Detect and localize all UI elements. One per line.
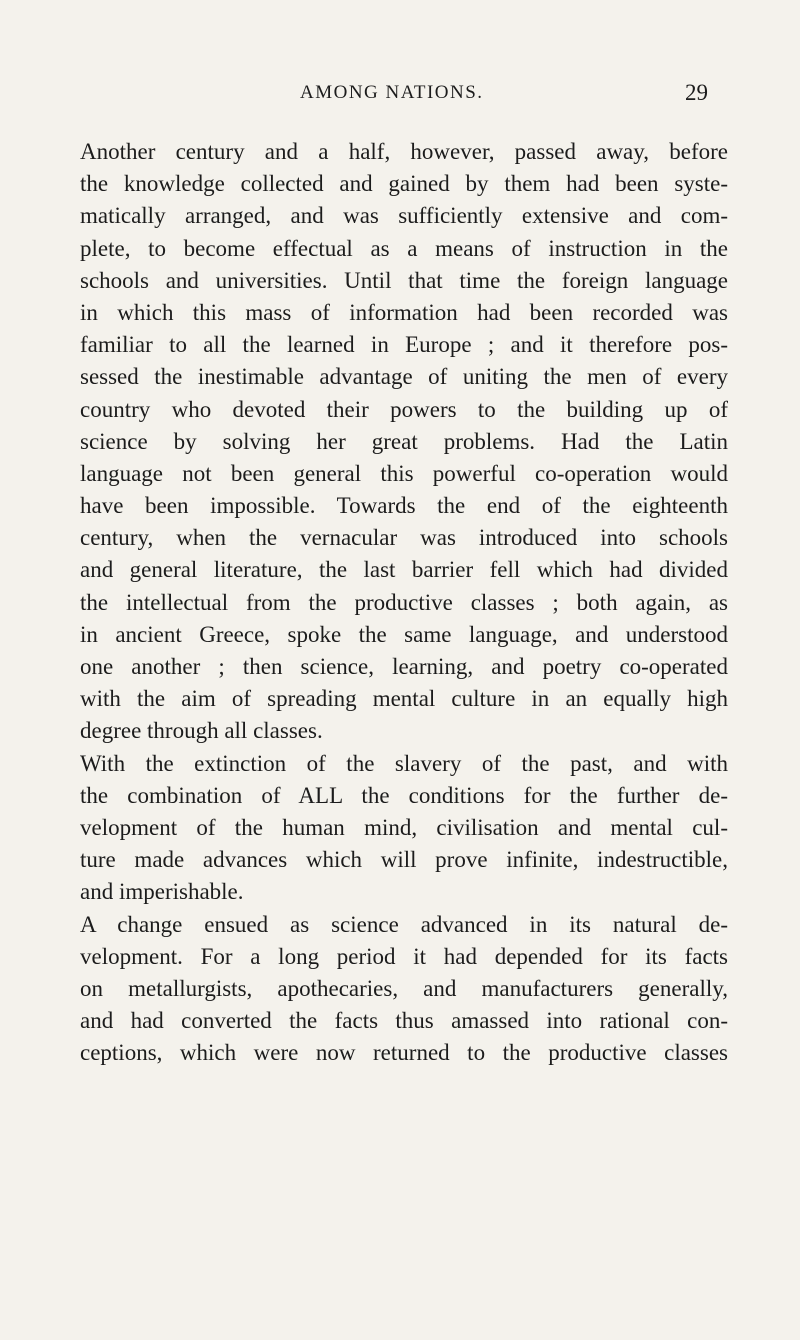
text-line: schools and universities. Until that time the foreign language — [80, 267, 728, 293]
text-line: century, when the vernacular was introduced into schools — [80, 525, 728, 551]
text-line: country who devoted their powers to the building up of — [80, 396, 728, 422]
text-line: Another century and a half, however, passed away, before — [80, 139, 728, 164]
text-line: on metallurgists, apothecaries, and manufacturers generally, — [80, 975, 728, 1001]
page-number: 29 — [685, 80, 708, 105]
text-line: A change ensued as science advanced in its natural de- — [80, 911, 728, 937]
text-line: plete, to become effectual as a means of instruction in the — [80, 235, 728, 261]
text-line: the intellectual from the productive classes ; both again, as — [80, 589, 728, 615]
text-line: in which this mass of information had been recorded was — [80, 299, 728, 325]
text-line: the combination of ALL the conditions for the further de- — [80, 782, 728, 808]
body-text — [80, 136, 728, 1069]
text-line: with the aim of spreading mental culture in an equally high — [80, 686, 728, 712]
text-line: have been impossible. Towards the end of the eighteenth — [80, 493, 728, 519]
text-line: language not been general this powerful co-operation would — [80, 460, 728, 486]
text-line: velopment. For a long period it had depended for its facts — [80, 943, 728, 969]
text-line: degree through all classes. — [80, 718, 323, 744]
text-line: sessed the inestimable advantage of uniting the men of every — [80, 364, 728, 390]
text-line: and general literature, the last barrier fell which had divided — [80, 557, 728, 583]
running-title: AMONG NATIONS. — [300, 82, 484, 103]
text-line: ture made advances which will prove infinite, indestructible, — [80, 847, 728, 873]
text-line: and imperishable. — [80, 879, 244, 905]
text-line: science by solving her great problems. Had the Latin — [80, 428, 728, 454]
text-line: in ancient Greece, spoke the same language, and understood — [80, 621, 728, 647]
text-line: one another ; then science, learning, and poetry co-operated — [80, 654, 728, 679]
text-line: ceptions, which were now returned to the productive classes — [80, 1040, 728, 1066]
text-line: and had converted the facts thus amassed into rational con- — [80, 1008, 728, 1034]
text-line: velopment of the human mind, civilisation and mental cul- — [80, 814, 728, 840]
text-line: With the extinction of the slavery of the past, and with — [80, 750, 728, 776]
running-head — [0, 82, 800, 112]
text-line: the knowledge collected and gained by them had been syste- — [80, 171, 728, 197]
text-line: matically arranged, and was sufficiently extensive and com- — [80, 203, 728, 229]
text-line: familiar to all the learned in Europe ; and it therefore pos- — [80, 332, 728, 358]
